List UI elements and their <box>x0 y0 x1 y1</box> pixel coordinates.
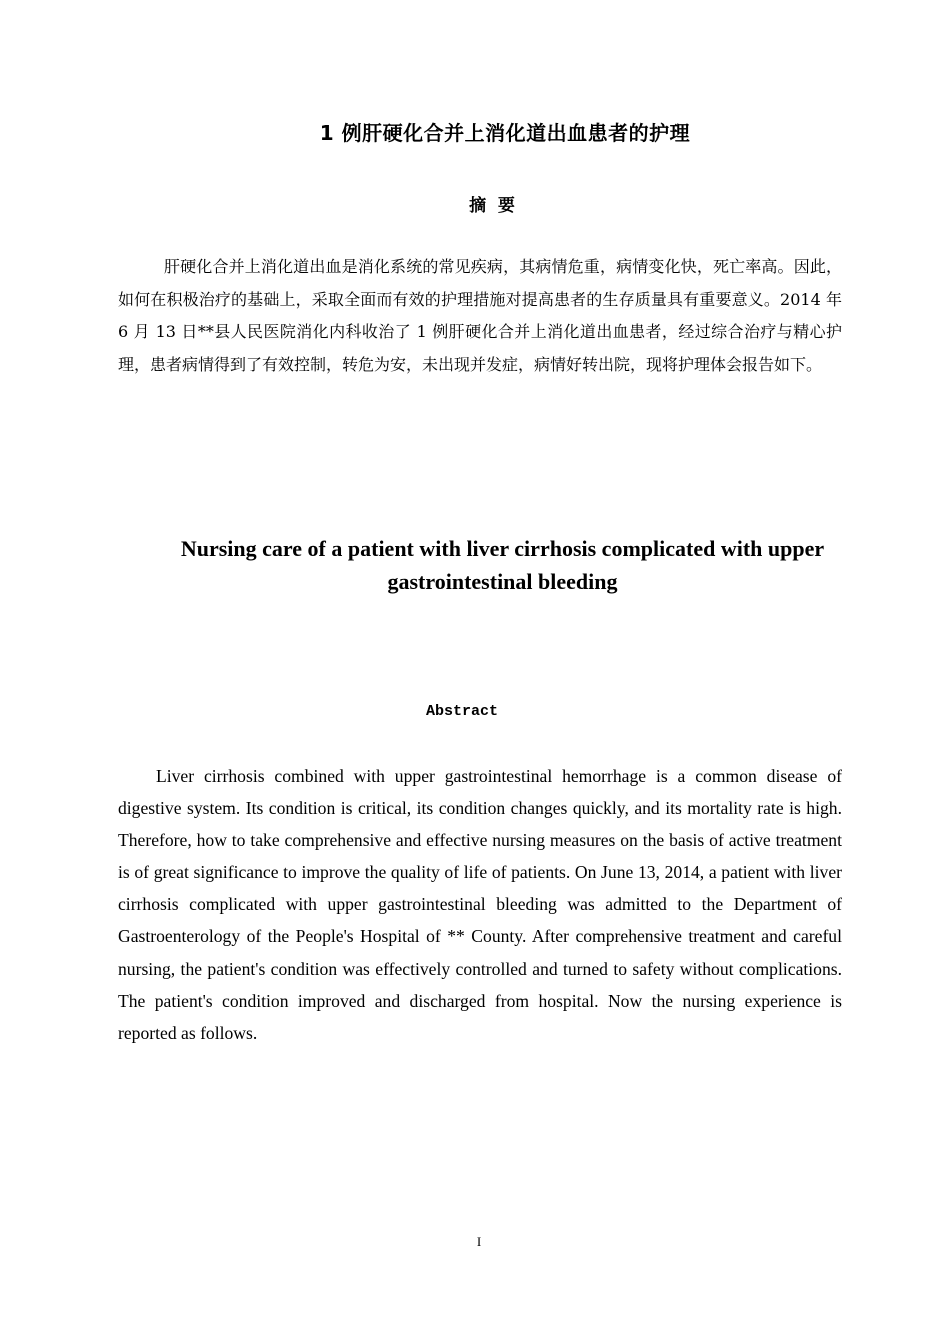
chinese-abstract-paragraph: 肝硬化合并上消化道出血是消化系统的常见疾病，其病情危重，病情变化快，死亡率高。因此，如何在积极治疗的基础上，采取全面而有效的护理措施对提高患者的生存质量具有重要意义。2014 年 6 月 13 日**县人民医院消化内科收治了 1 例肝硬化合并上消化道出血患者，经过综合治疗与精心护理，患者病情得到了有效控制，转危为安，未出现并发症，病情好转出院，现将护理体会报告如下。 <box>118 257 842 374</box>
english-abstract-paragraph: Liver cirrhosis combined with upper gastrointestinal hemorrhage is a common disease of digestive system. Its condition is critical, its condition changes quickly, and its mortality rate is high. Therefore, how to take comprehensive and effective nursing measures on the basis of active treatment is of great significance to improve the quality of life of patients. On June 13, 2014, a patient with liver cirrhosis complicated with upper gastrointestinal bleeding was admitted to the Department of Gastroenterology of the People's Hospital of ** County. After comprehensive treatment and careful nursing, the patient's condition was effectively controlled and turned to safety without complications. The patient's condition improved and discharged from hospital. Now the nursing experience is reported as follows. <box>118 766 842 1043</box>
page-number: I <box>476 1234 482 1249</box>
english-abstract-heading: Abstract <box>425 703 498 720</box>
english-title: Nursing care of a patient with liver cirrhosis complicated with upper gastrointestinal bleeding <box>180 536 825 594</box>
chinese-abstract-heading-text: 摘 要 <box>469 196 515 216</box>
chinese-title: 1 例肝硬化合并上消化道出血患者的护理 <box>319 121 691 145</box>
chinese-abstract-heading <box>0 191 950 216</box>
